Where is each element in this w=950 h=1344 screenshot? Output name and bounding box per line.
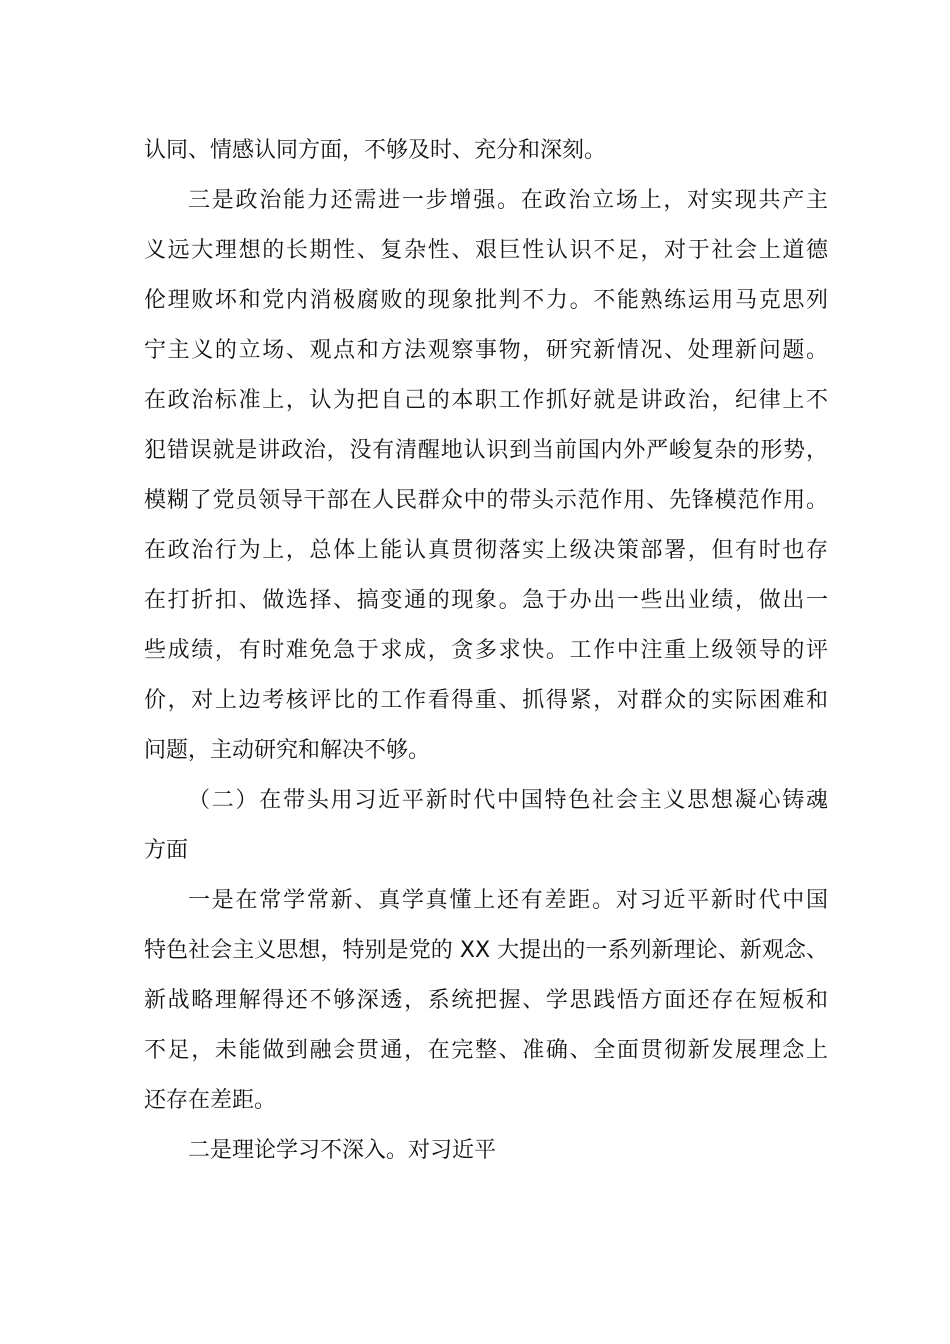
paragraph-first-line: 二是理论学习不深入。对习近平 — [188, 1138, 497, 1163]
text-line: 问题，主动研究和解决不够。 — [144, 738, 431, 763]
text-line: 在打折扣、做选择、搞变通的现象。急于办出一些出业绩，做出一 — [144, 588, 828, 613]
text-line: 宁主义的立场、观点和方法观察事物，研究新情况、处理新问题。 — [144, 338, 828, 363]
paragraph-first-line: 一是在常学常新、真学真懂上还有差距。对习近平新时代中国 — [188, 888, 828, 913]
text-line: 不足，未能做到融会贯通，在完整、准确、全面贯彻新发展理念上 — [144, 1038, 828, 1063]
text-line: 认同、情感认同方面，不够及时、充分和深刻。 — [144, 138, 607, 163]
text-line: 新战略理解得还不够深透，系统把握、学思践悟方面还存在短板和 — [144, 988, 828, 1013]
section-heading-continuation: 方面 — [144, 838, 189, 863]
text-line: 些成绩，有时难免急于求成，贪多求快。工作中注重上级领导的评 — [144, 638, 828, 663]
text-line: 还存在差距。 — [144, 1088, 277, 1113]
text-line: 伦理败坏和党内消极腐败的现象批判不力。不能熟练运用马克思列 — [144, 288, 828, 313]
text-line: 义远大理想的长期性、复杂性、艰巨性认识不足，对于社会上道德 — [144, 238, 828, 263]
text-line: 犯错误就是讲政治，没有清醒地认识到当前国内外严峻复杂的形势， — [144, 438, 828, 463]
paragraph-first-line: 三是政治能力还需进一步增强。在政治立场上，对实现共产主 — [188, 188, 828, 213]
text-line: 特色社会主义思想，特别是党的 XX 大提出的一系列新理论、新观念、 — [144, 938, 828, 963]
text-line: 在政治行为上，总体上能认真贯彻落实上级决策部署，但有时也存 — [144, 538, 828, 563]
document-body — [144, 126, 828, 1176]
text-line: 在政治标准上，认为把自己的本职工作抓好就是讲政治，纪律上不 — [144, 388, 828, 413]
section-heading: （二）在带头用习近平新时代中国特色社会主义思想凝心铸魂 — [188, 788, 828, 813]
text-line: 价，对上边考核评比的工作看得重、抓得紧，对群众的实际困难和 — [144, 688, 828, 713]
text-line: 模糊了党员领导干部在人民群众中的带头示范作用、先锋模范作用。 — [144, 488, 828, 513]
